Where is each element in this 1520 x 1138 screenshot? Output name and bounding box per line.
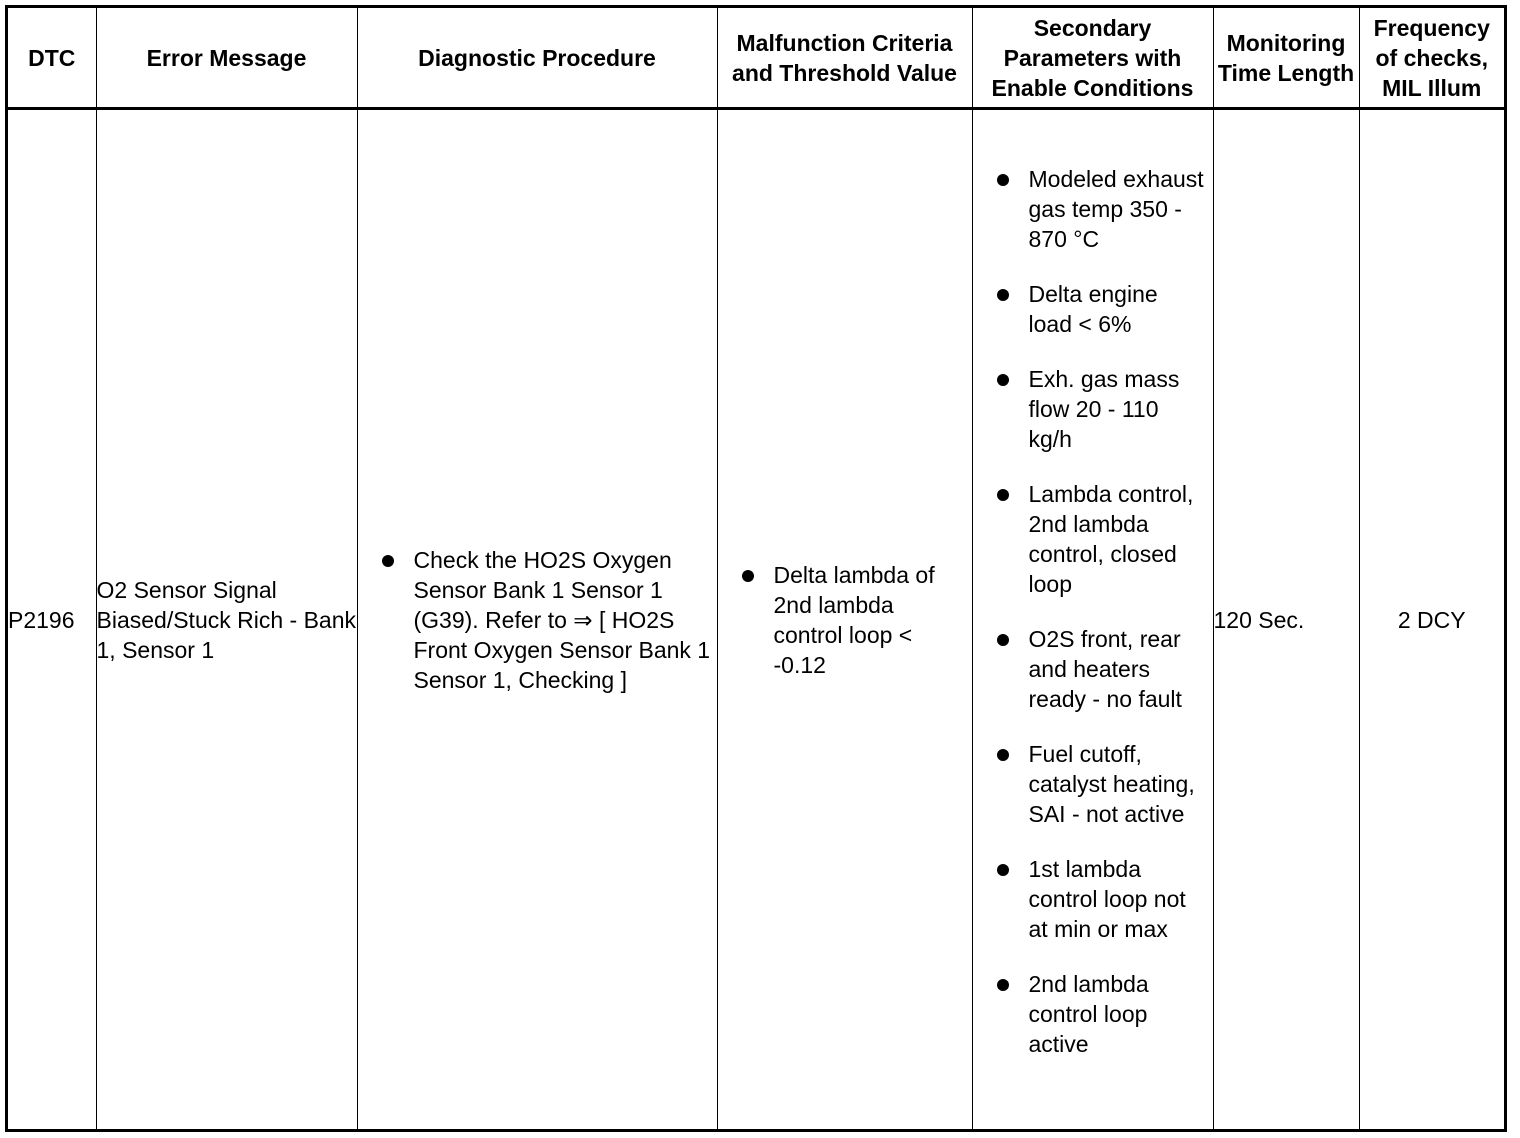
header-secondary-parameters: Secondary Parameters with Enable Conditions — [972, 8, 1213, 109]
list-item — [973, 279, 1213, 339]
dtc-table — [8, 8, 1504, 1129]
secondary-parameter-text: Exh. gas mass flow 20 - 110 kg/h — [1028, 365, 1180, 452]
frequency: 2 DCY — [1397, 606, 1466, 633]
list-item — [973, 739, 1213, 829]
secondary-parameters-list — [973, 156, 1213, 1059]
list-item — [973, 624, 1213, 714]
secondary-parameters-cell — [972, 109, 1213, 1130]
bullet-icon — [742, 570, 754, 582]
bullet-icon — [997, 374, 1009, 386]
dtc-code: P2196 — [8, 109, 96, 1130]
header-error-message: Error Message — [96, 8, 357, 109]
header-frequency: Frequency of checks, MIL Illum — [1359, 8, 1504, 109]
malfunction-criteria-list — [718, 560, 972, 680]
list-item — [973, 854, 1213, 944]
header-malfunction-criteria: Malfunction Criteria and Threshold Value — [717, 8, 972, 109]
list-item — [358, 545, 717, 695]
secondary-parameter-text: Modeled exhaust gas temp 350 - 870 °C — [1028, 165, 1204, 252]
diagnostic-procedure-list — [358, 545, 717, 695]
secondary-parameter-text: Delta engine load < 6% — [1028, 280, 1158, 337]
secondary-parameter-text: Fuel cutoff, catalyst heating, SAI - not active — [1028, 740, 1195, 827]
secondary-parameter-text: 2nd lambda control loop active — [1028, 970, 1149, 1057]
bullet-icon — [997, 749, 1009, 761]
error-message: O2 Sensor Signal Biased/Stuck Rich - Bank 1, Sensor 1 — [96, 109, 357, 1130]
malfunction-criteria-text: Delta lambda of 2nd lambda control loop < -0.12 — [773, 561, 935, 678]
secondary-parameter-text: Lambda control, 2nd lambda control, closed loop — [1028, 480, 1194, 597]
bullet-icon — [997, 864, 1009, 876]
header-diagnostic-procedure: Diagnostic Procedure — [357, 8, 717, 109]
bullet-icon — [382, 555, 394, 567]
secondary-parameter-text: O2S front, rear and heaters ready - no fault — [1028, 625, 1182, 712]
table-row — [8, 109, 1504, 1130]
list-item — [973, 364, 1213, 454]
bullet-icon — [997, 289, 1009, 301]
list-item — [973, 969, 1213, 1059]
bullet-icon — [997, 634, 1009, 646]
diagnostic-procedure-text: Check the HO2S Oxygen Sensor Bank 1 Sensor 1 (G39). Refer to ⇒ [ HO2S Front Oxygen Sensor Bank 1 Sensor 1, Checking ] — [413, 546, 711, 693]
bullet-icon — [997, 979, 1009, 991]
malfunction-criteria-cell — [717, 109, 972, 1130]
header-row — [8, 8, 1504, 109]
secondary-parameter-text: 1st lambda control loop not at min or max — [1028, 855, 1186, 942]
list-item — [973, 479, 1213, 599]
bullet-icon — [997, 489, 1009, 501]
header-monitoring-time: Monitoring Time Length — [1213, 8, 1359, 109]
monitoring-time: 120 Sec. — [1213, 109, 1359, 1130]
header-dtc: DTC — [8, 8, 96, 109]
list-item — [718, 560, 972, 680]
diagnostic-procedure-cell — [357, 109, 717, 1130]
list-item — [973, 164, 1213, 254]
bullet-icon — [997, 174, 1009, 186]
